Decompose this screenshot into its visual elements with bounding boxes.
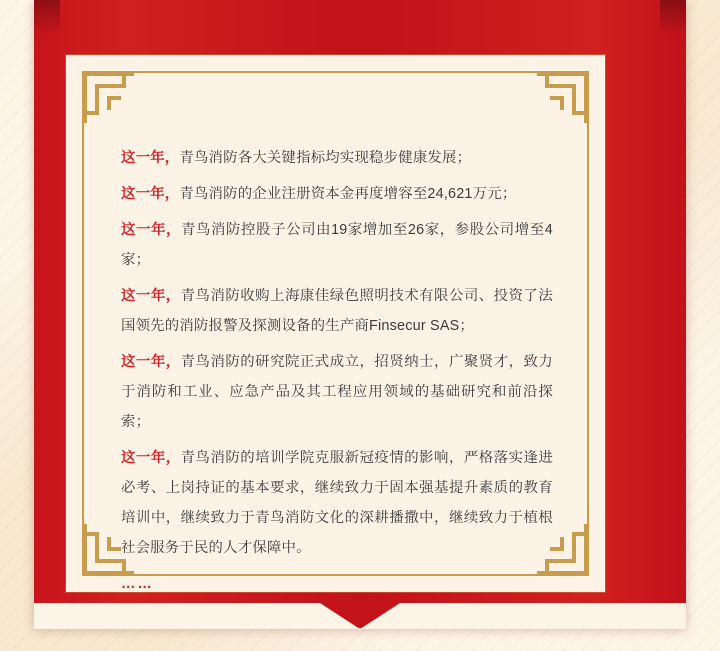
corner-ornament-top-right — [537, 71, 589, 123]
paragraph-lead-label: 这一年， — [121, 450, 181, 466]
paragraph — [121, 143, 553, 173]
paragraph-lead-label: 这一年， — [121, 288, 181, 304]
corner-ornament-top-left — [82, 71, 134, 123]
paragraph — [121, 347, 553, 437]
paragraph-text: 青鸟消防控股子公司由19家增加至26家，参股公司增至4家； — [121, 222, 553, 268]
paragraph-text: 青鸟消防收购上海康佳绿色照明技术有限公司、投资了法国领先的消防报警及探测设备的生产商Finsecur SAS； — [121, 288, 553, 334]
banner-bottom-notch — [34, 603, 686, 629]
paragraph-lead-label: 这一年， — [121, 222, 182, 238]
trailing-ellipsis: …… — [121, 576, 154, 592]
paragraph-lead-label: 这一年， — [121, 354, 181, 370]
paragraph-text: 青鸟消防的培训学院克服新冠疫情的影响，严格落实逢进必考、上岗持证的基本要求，继续致力于固本强基提升素质的教育培训中，继续致力于青鸟消防文化的深耕播撒中，继续致力于植根社会服务于民的人才保障中。 — [121, 450, 553, 556]
paragraph-lead-label: 这一年， — [121, 150, 180, 166]
paragraph-text: 青鸟消防各大关键指标均实现稳步健康发展； — [179, 150, 472, 166]
paragraph-text: 青鸟消防的研究院正式成立，招贤纳士，广聚贤才，致力于消防和工业、应急产品及其工程应用领域的基础研究和前沿探索； — [121, 354, 553, 430]
paragraph-lead-label: 这一年， — [121, 186, 180, 202]
banner-ribbon-right-shadow — [660, 0, 686, 34]
paragraph-text: 青鸟消防的企业注册资本金再度增容至24,621万元； — [179, 186, 517, 202]
banner-ribbon-left-shadow — [34, 0, 60, 34]
document-body — [121, 143, 553, 605]
paragraph — [121, 215, 553, 275]
paragraph — [121, 179, 553, 209]
paragraph — [121, 281, 553, 341]
paragraph — [121, 443, 553, 563]
content-card — [66, 55, 605, 592]
